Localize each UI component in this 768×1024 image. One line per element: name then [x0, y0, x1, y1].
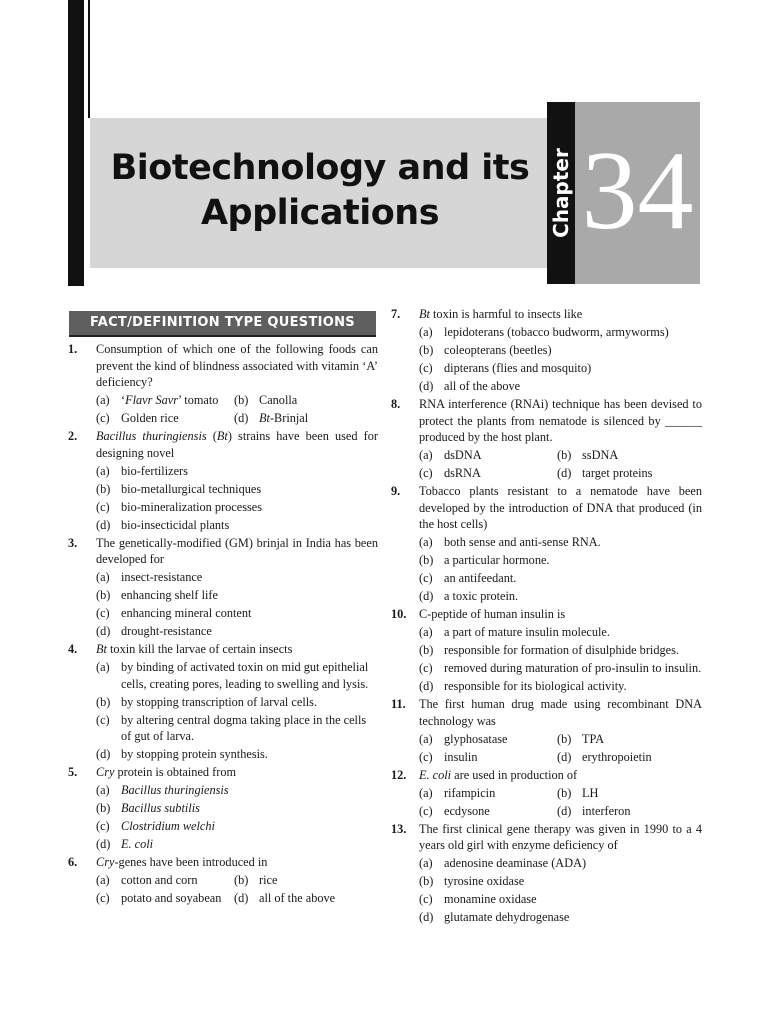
- chapter-number: 34: [581, 129, 694, 253]
- option-c: (c) insulin: [419, 749, 478, 764]
- chapter-thin-line: [88, 0, 90, 118]
- options-row: [391, 785, 702, 802]
- options-row: [391, 749, 702, 766]
- option-c: (c) Golden rice: [96, 411, 179, 425]
- option-b: (b) coleopterans (beetles): [419, 343, 552, 357]
- option-d: (d) E. coli: [96, 837, 154, 851]
- question-12: 12. E. coli are used in production of: [391, 767, 578, 782]
- option-c: (c) bio-mineralization processes: [96, 499, 263, 514]
- option-d: (d) drought-resistance: [96, 624, 212, 638]
- option-d: (d) bio-insecticidal plants: [96, 517, 230, 532]
- option-c: (c) by altering central dogma taking place in the cells of gut of larva.: [96, 712, 367, 743]
- option-b: (b) enhancing shelf life: [96, 588, 218, 602]
- option-c: (c) dsRNA: [419, 466, 481, 480]
- option-b: (b) Canolla: [234, 393, 298, 407]
- option-a: (a) by binding of activated toxin on mid gut epithelial cells, creating pores, leading to swelling and lysis.: [96, 660, 369, 691]
- option-b: (b) tyrosine oxidase: [419, 874, 525, 888]
- option-a: (a) bio-fertilizers: [96, 463, 188, 478]
- options-row: [68, 392, 378, 409]
- question-5: 5. Cry protein is obtained from: [68, 765, 237, 779]
- options-row: [68, 890, 378, 907]
- option-d: (d) glutamate dehydrogenase: [419, 910, 570, 924]
- options-row: [391, 803, 702, 820]
- option-a: (a) dsDNA: [419, 448, 482, 462]
- option-c: (c) Clostridium welchi: [96, 819, 215, 833]
- question-10: 10. C-peptide of human insulin is: [391, 607, 566, 621]
- options-row: [68, 872, 378, 889]
- options-row: [68, 410, 378, 427]
- option-c: (c) ecdysone: [419, 803, 490, 818]
- option-c: (c) enhancing mineral content: [96, 606, 252, 620]
- option-b: (b) rice: [234, 873, 278, 887]
- right-column: [391, 306, 702, 927]
- question-1: 1. Consumption of which one of the following foods can prevent the kind of blindness associated with vitamin ‘A’ deficiency?: [68, 342, 378, 389]
- option-d: (d) responsible for its biological activity.: [419, 679, 627, 693]
- left-column: [68, 341, 378, 908]
- option-a: (a) insect-resistance: [96, 570, 203, 584]
- option-d: (d) a toxic protein.: [419, 589, 519, 603]
- option-b: (b) a particular hormone.: [419, 553, 550, 567]
- chapter-black-bar: [68, 0, 84, 286]
- option-a: (a) cotton and corn: [96, 873, 198, 887]
- question-3: 3. The genetically-modified (GM) brinjal in India has been developed for: [68, 535, 378, 566]
- option-b: (b) by stopping transcription of larval cells.: [96, 694, 318, 709]
- option-c: (c) monamine oxidase: [419, 892, 537, 906]
- option-c: (c) removed during maturation of pro-insulin to insulin.: [419, 661, 702, 675]
- question-4: 4. Bt toxin kill the larvae of certain insects: [68, 642, 293, 656]
- option-b: (b) TPA: [557, 731, 605, 746]
- section-heading: FACT/DEFINITION TYPE QUESTIONS: [69, 311, 376, 337]
- option-b: (b) ssDNA: [557, 448, 619, 462]
- option-a: (a) lepidoterans (tobacco budworm, armyworms): [419, 325, 669, 339]
- question-8: 8. RNA interference (RNAi) technique has been devised to protect the plants from nematode is silenced by ______ produced by the host plant.: [391, 397, 702, 444]
- question-13: 13. The first clinical gene therapy was given in 1990 to a 4 years old girl with enzyme deficiency of: [391, 821, 702, 852]
- option-c: (c) an antifeedant.: [419, 571, 517, 585]
- option-b: (b) LH: [557, 785, 599, 800]
- options-row: [391, 465, 702, 482]
- option-d: (d) erythropoietin: [557, 749, 652, 764]
- option-a: (a) glyphosatase: [419, 731, 508, 746]
- option-d: (d) target proteins: [557, 466, 653, 480]
- option-a: (a) Bacillus thuringiensis: [96, 783, 229, 797]
- option-b: (b) Bacillus subtilis: [96, 801, 200, 815]
- question-7: 7. Bt toxin is harmful to insects like: [391, 307, 583, 321]
- question-6: 6. Cry-genes have been introduced in: [68, 855, 268, 869]
- question-9: 9. Tobacco plants resistant to a nematode have been developed by the introduction of DNA that produced (in the host cells): [391, 484, 702, 531]
- option-b: (b) bio-metallurgical techniques: [96, 481, 262, 496]
- option-d: (d) all of the above: [419, 379, 521, 393]
- options-row: [391, 447, 702, 464]
- option-d: (d) all of the above: [234, 891, 336, 905]
- option-a: (a) rifampicin: [419, 785, 496, 800]
- question-2: 2. Bacillus thuringiensis (Bt) strains have been used for designing novel: [68, 429, 378, 460]
- option-d: (d) interferon: [557, 803, 631, 818]
- option-a: (a) both sense and anti-sense RNA.: [419, 535, 601, 549]
- chapter-title: Biotechnology and its Applications: [110, 148, 530, 233]
- option-d: (d) Bt-Brinjal: [234, 411, 309, 425]
- option-a: (a) adenosine deaminase (ADA): [419, 856, 587, 870]
- option-a: (a) ‘Flavr Savr’ tomato: [96, 393, 219, 407]
- question-11: 11. The first human drug made using recombinant DNA technology was: [391, 697, 702, 728]
- option-d: (d) by stopping protein synthesis.: [96, 747, 268, 761]
- option-c: (c) dipterans (flies and mosquito): [419, 361, 592, 375]
- option-b: (b) responsible for formation of disulphide bridges.: [419, 643, 679, 657]
- options-row: [391, 731, 702, 748]
- option-a: (a) a part of mature insulin molecule.: [419, 625, 610, 639]
- option-c: (c) potato and soyabean: [96, 891, 222, 905]
- chapter-label: Chapter: [549, 148, 573, 238]
